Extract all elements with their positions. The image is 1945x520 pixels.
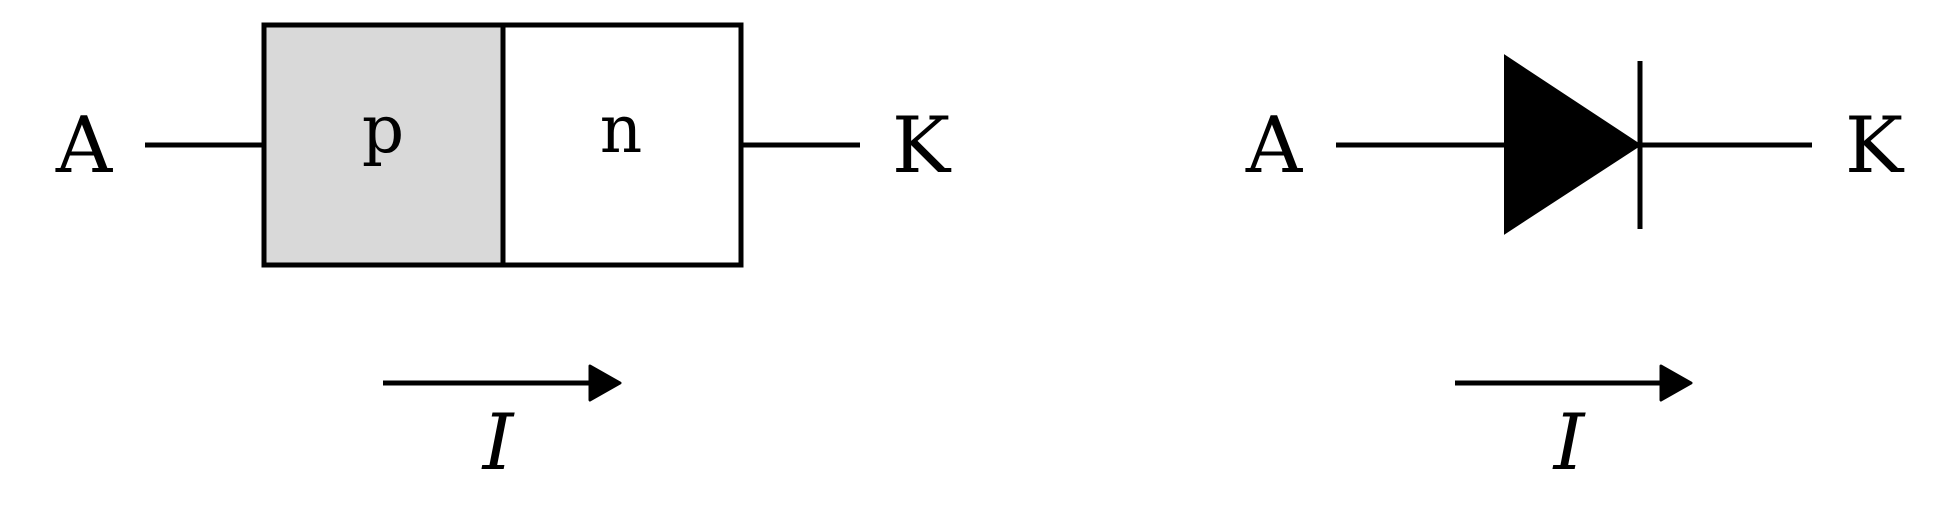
symbol-current-label: I [1553,398,1585,488]
junction-cathode-label: K [891,101,951,191]
pn-junction-diagram [55,25,952,488]
junction-current-label: I [482,398,514,488]
symbol-anode-label: A [1245,101,1303,191]
junction-current-arrow-head [590,366,620,400]
symbol-current-arrow [1455,366,1691,400]
diode-triangle [1505,56,1640,233]
symbol-cathode-label: K [1844,101,1904,191]
symbol-current-arrow-head [1661,366,1691,400]
p-region-label: p [361,91,405,168]
junction-current-arrow [383,366,620,400]
diode-symbol-diagram [1245,56,1905,488]
n-region-label: n [599,91,643,168]
junction-anode-label: A [55,101,113,191]
